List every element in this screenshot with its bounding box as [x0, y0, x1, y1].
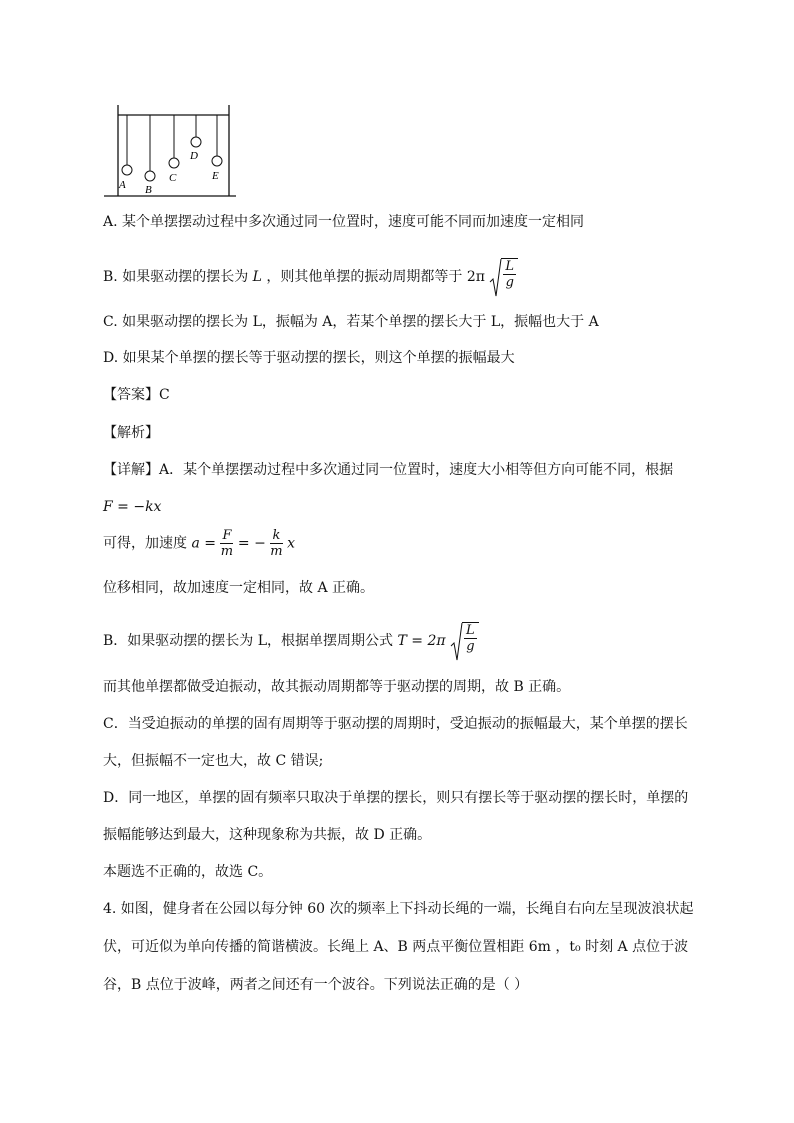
option-d: D. 如果某个单摆的摆长等于驱动摆的摆长，则这个单摆的振幅最大 [103, 350, 515, 366]
option-b [103, 258, 518, 296]
option-a: A. 某个单摆摆动过程中多次通过同一位置时，速度可能不同而加速度一定相同 [103, 214, 585, 230]
detail-c-line2: 大，但振幅不一定也大，故 C 错误; [103, 753, 324, 769]
pendulum-d-bob [191, 137, 201, 147]
pendulum-a-bob [122, 165, 132, 175]
option-b-fraction: $\frac{L}{g}$ [505, 259, 515, 290]
detail-d-line1: D．同一地区，单摆的固有频率只取决于单摆的摆长，则只有摆长等于驱动摆的摆长时，单摆的 [103, 790, 689, 806]
detail-b-line1: B．如果驱动摆的摆长为 L，根据单摆周期公式 T = 2π $\frac{L}{g}$ [103, 622, 479, 660]
conclusion: 本题选不正确的，故选 C。 [103, 864, 273, 880]
option-c: C. 如果驱动摆的摆长为 L，振幅为 A，若某个单摆的摆长大于 L，振幅也大于 A [103, 314, 599, 330]
label-d: D [190, 150, 198, 162]
question-4-line1: 4. 如图，健身者在公园以每分钟 60 次的频率上下抖动长绳的一端，长绳自右向左呈现波浪状起 [103, 901, 694, 917]
detail-a-line2-prefix: 可得，加速度 [103, 535, 187, 552]
acceleration-fraction-2: $\frac{k}{m}$ [270, 528, 283, 559]
analysis-label: 【解析】 [103, 425, 159, 441]
pendulum-b-bob [145, 171, 155, 181]
period-sqrt [450, 622, 479, 660]
option-b-length: L [252, 269, 262, 285]
answer: 【答案】C [103, 387, 170, 403]
detail-d-line2: 振幅能够达到最大，这种现象称为共振，故 D 正确。 [103, 827, 432, 843]
detail-c-line1: C．当受迫振动的单摆的固有周期等于驱动摆的周期时，受迫振动的振幅最大，某个单摆的摆长 [103, 716, 688, 732]
label-a: A [119, 179, 126, 191]
option-b-formula: 2π [466, 269, 485, 285]
question-4-line2: 伏，可近似为单向传播的简谐横波。长绳上 A、B 两点平衡位置相距 6m ，t₀ 时刻 A 点位于波 [103, 939, 689, 955]
pendulum-c-bob [169, 158, 179, 168]
pendulum-figure [100, 100, 240, 200]
detail-b-prefix: B．如果驱动摆的摆长为 L，根据单摆周期公式 [103, 633, 394, 649]
label-b: B [145, 184, 152, 196]
detail-a-line2: 可得，加速度 a = $\frac{F}{m}$ = − $\frac{k}{m}$ x [103, 528, 295, 559]
detail-b-line2: 而其他单摆都做受迫振动，故其振动周期都等于驱动摆的周期，故 B 正确。 [103, 679, 571, 695]
period-fraction: $\frac{L}{g}$ [466, 623, 475, 654]
detail-a-line1: 【详解】A．某个单摆摆动过程中多次通过同一位置时，速度大小相等但方向可能不同，根据 [103, 462, 674, 478]
option-b-sqrt [489, 258, 518, 296]
acceleration-fraction-1: $\frac{F}{m}$ [220, 528, 234, 559]
detail-a-formula: F = −kx [103, 499, 162, 515]
detail-a-line3: 位移相同，故加速度一定相同，故 A 正确。 [103, 580, 375, 596]
question-4-line3: 谷，B 点位于波峰，两者之间还有一个波谷。下列说法正确的是（ ） [103, 977, 529, 993]
pendulum-e-bob [212, 156, 222, 166]
label-c: C [169, 172, 177, 184]
option-b-prefix: B. 如果驱动摆的摆长为 [103, 269, 249, 285]
label-e: E [212, 170, 219, 182]
option-b-mid: ，则其他单摆的振动周期都等于 [266, 269, 463, 285]
